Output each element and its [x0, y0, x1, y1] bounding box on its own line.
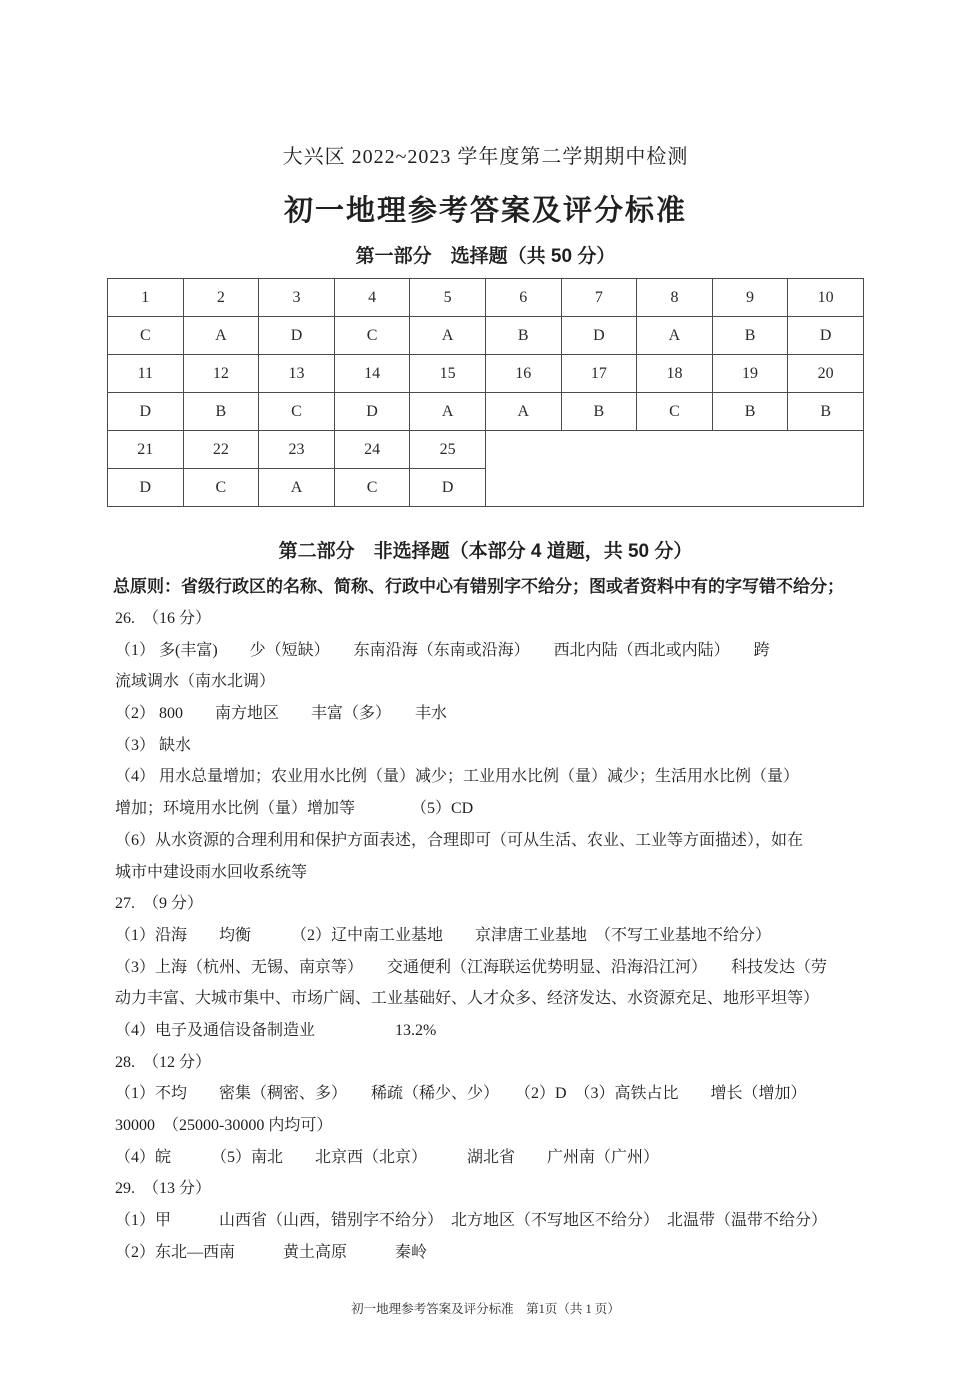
answer-line: （4） 用水总量增加；农业用水比例（量）减少；工业用水比例（量）减少；生活用水比例（量） — [115, 768, 800, 786]
part1-heading: 第一部分 选择题（共 50 分） — [355, 246, 616, 267]
answer-cell: B — [485, 317, 561, 355]
question-number-cell: 11 — [108, 355, 184, 393]
answer-line: （6）从水资源的合理利用和保护方面表述，合理即可（可从生活、农业、工业等方面描述），如在 — [115, 831, 804, 849]
answer-line: （3）上海（杭州、无锡、南京等） 交通便利（江海联运优势明显、沿海沿江河） 科技发达（劳 — [115, 958, 828, 976]
question-number-row — [108, 355, 864, 393]
answer-cell: C — [183, 469, 259, 507]
answer-cell: D — [108, 393, 184, 431]
answer-row — [108, 393, 864, 431]
question-number-cell: 14 — [334, 355, 410, 393]
question-number-cell: 6 — [485, 279, 561, 317]
answer-key-table — [107, 278, 864, 507]
question-number-cell: 17 — [561, 355, 637, 393]
page-footer: 初一地理参考答案及评分标准 第1页（共 1 页） — [351, 1302, 620, 1316]
question-number-cell: 1 — [108, 279, 184, 317]
answer-cell: A — [410, 393, 486, 431]
answer-line: 30000 （25000-30000 内均可） — [115, 1117, 333, 1134]
answer-cell: A — [183, 317, 259, 355]
question-number-row — [108, 431, 864, 469]
answer-cell: D — [108, 469, 184, 507]
answer-cell: D — [259, 317, 335, 355]
exam-session-subtitle: 大兴区 2022~2023 学年度第二学期期中检测 — [282, 146, 689, 168]
answer-line: （1）不均 密集（稠密、多） 稀疏（稀少、少） （2）D （3）高铁占比 增长（增加） — [115, 1085, 807, 1103]
answer-line: （2） 800 南方地区 丰富（多） 丰水 — [115, 705, 448, 723]
answer-line: （3） 缺水 — [115, 736, 192, 754]
answer-line: （1）甲 山西省（山西，错别字不给分） 北方地区（不写地区不给分） 北温带（温带不给分） — [115, 1212, 828, 1230]
answer-cell: C — [108, 317, 184, 355]
answer-lines-block — [115, 603, 875, 1268]
question-number-cell: 4 — [334, 279, 410, 317]
question-number-cell: 22 — [183, 431, 259, 469]
answer-cell: B — [712, 317, 788, 355]
question-number-cell: 20 — [788, 355, 864, 393]
question-number-cell: 7 — [561, 279, 637, 317]
answer-cell: B — [788, 393, 864, 431]
question-number-cell: 8 — [637, 279, 713, 317]
answer-cell: A — [637, 317, 713, 355]
answer-line: 29. （13 分） — [115, 1180, 212, 1198]
question-number-row — [108, 279, 864, 317]
answer-cell: D — [410, 469, 486, 507]
question-number-cell: 16 — [485, 355, 561, 393]
answer-cell: B — [183, 393, 259, 431]
answer-cell: D — [788, 317, 864, 355]
answer-line: 增加；环境用水比例（量）增加等 （5）CD — [115, 800, 474, 818]
answer-line: 动力丰富、大城市集中、市场广阔、工业基础好、人才众多、经济发达、水资源充足、地形平坦等） — [115, 990, 820, 1008]
answer-line: （4）电子及通信设备制造业 13.2% — [115, 1021, 437, 1039]
part2-heading: 第二部分 非选择题（本部分 4 道题，共 50 分） — [278, 541, 693, 562]
question-number-cell: 2 — [183, 279, 259, 317]
page-title: 初一地理参考答案及评分标准 — [283, 195, 687, 227]
question-number-cell: 13 — [259, 355, 335, 393]
answer-cell: C — [259, 393, 335, 431]
answer-line: 城市中建设雨水回收系统等 — [115, 863, 308, 881]
question-number-cell: 9 — [712, 279, 788, 317]
answer-cell: C — [334, 469, 410, 507]
answer-cell: A — [259, 469, 335, 507]
answer-cell: D — [334, 393, 410, 431]
answer-line: （4）皖 （5）南北 北京西（北京） 湖北省 广州南（广州） — [115, 1148, 660, 1166]
answer-cell: B — [712, 393, 788, 431]
question-number-cell: 18 — [637, 355, 713, 393]
question-number-cell: 21 — [108, 431, 184, 469]
answer-cell: B — [561, 393, 637, 431]
answer-cell: C — [637, 393, 713, 431]
answer-line: （2）东北—西南 黄土高原 秦岭 — [115, 1243, 428, 1261]
answer-line: 26. （16 分） — [115, 610, 212, 627]
answer-row — [108, 317, 864, 355]
answer-line: 流域调水（南水北调） — [115, 673, 276, 691]
question-number-cell: 19 — [712, 355, 788, 393]
grading-principle: 总原则：省级行政区的名称、简称、行政中心有错别字不给分；图或者资料中有的字写错不给分； — [113, 577, 844, 596]
question-number-cell: 5 — [410, 279, 486, 317]
question-number-cell: 12 — [183, 355, 259, 393]
answer-line: 28. （12 分） — [115, 1053, 212, 1071]
question-number-cell: 24 — [334, 431, 410, 469]
merged-empty-cell — [485, 431, 863, 507]
answer-line: （1）沿海 均衡 （2）辽中南工业基地 京津唐工业基地 （不写工业基地不给分） — [115, 926, 772, 944]
answer-cell: A — [485, 393, 561, 431]
question-number-cell: 25 — [410, 431, 486, 469]
answer-cell: D — [561, 317, 637, 355]
answer-line: （1） 多(丰富) 少（短缺） 东南沿海（东南或沿海） 西北内陆（西北或内陆） 跨 — [115, 641, 770, 659]
answer-cell: A — [410, 317, 486, 355]
answer-cell: C — [334, 317, 410, 355]
question-number-cell: 15 — [410, 355, 486, 393]
question-number-cell: 10 — [788, 279, 864, 317]
question-number-cell: 23 — [259, 431, 335, 469]
answer-line: 27. （9 分） — [115, 895, 204, 913]
question-number-cell: 3 — [259, 279, 335, 317]
